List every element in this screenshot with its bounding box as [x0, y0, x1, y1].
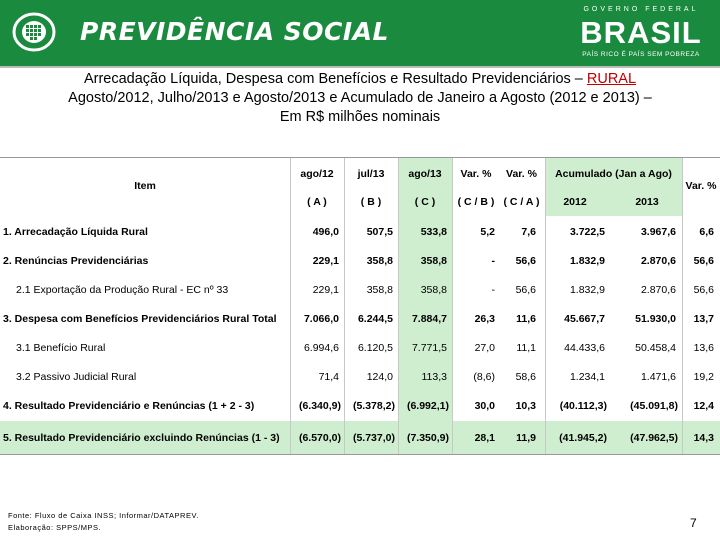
cell-acum-2012: 3.722,5	[569, 226, 605, 238]
cell-jul13: 124,0	[366, 371, 393, 383]
cell-ago12: 496,0	[312, 226, 339, 238]
cell-ago13: 7.771,5	[411, 342, 447, 354]
cell-acum-2012: 44.433,6	[564, 342, 605, 354]
cell-ago13: (7.350,9)	[406, 432, 449, 444]
page-number: 7	[690, 516, 697, 530]
cell-var-ca: 10,3	[515, 400, 536, 412]
cell-var-ca: 11,9	[516, 432, 536, 444]
cell-var-ca: 11,1	[516, 342, 536, 354]
cell-var-cb: 26,3	[474, 313, 495, 325]
brand-title: PREVIDÊNCIA SOCIAL	[80, 17, 389, 46]
previdencia-logo-icon	[12, 12, 56, 52]
header-year-2012: 2012	[563, 196, 587, 208]
cell-acum-2013: (47.962,5)	[630, 432, 678, 444]
cell-var-ca: 56,6	[515, 255, 536, 267]
data-table	[0, 157, 720, 455]
cell-jul13: 6.120,5	[357, 342, 393, 354]
header-sub-ca: ( C / A )	[503, 196, 540, 208]
header-jul13: jul/13	[357, 168, 385, 180]
cell-ago12: (6.340,9)	[298, 400, 341, 412]
cell-acum-2012: (41.945,2)	[559, 432, 607, 444]
cell-ago13: 358,8	[420, 255, 447, 267]
cell-var-ca: 56,6	[515, 284, 536, 296]
cell-jul13: 358,8	[366, 255, 393, 267]
cell-var-ca: 58,6	[515, 371, 536, 383]
cell-acum-2013: 1.471,6	[640, 371, 676, 383]
cell-var-cb: 28,1	[474, 432, 495, 444]
row-label: 5. Resultado Previdenciário excluindo Renúncias (1 - 3)	[3, 432, 280, 444]
cell-var-cb: (8,6)	[473, 371, 495, 383]
cell-var-cb: 30,0	[474, 400, 495, 412]
cell-var-acum: 19,2	[693, 371, 714, 383]
cell-acum-2012: 1.234,1	[569, 371, 605, 383]
header-ago13: ago/13	[408, 168, 442, 180]
header-year-2013: 2013	[635, 196, 659, 208]
cell-acum-2013: 3.967,6	[640, 226, 676, 238]
cell-jul13: (5.378,2)	[352, 400, 395, 412]
governo-federal-logo	[570, 6, 712, 60]
cell-acum-2012: 45.667,7	[564, 313, 605, 325]
row-label: 3.1 Benefício Rural	[16, 342, 106, 354]
footer-notes	[8, 510, 199, 534]
cell-ago13: 358,8	[420, 284, 447, 296]
cell-jul13: 6.244,5	[357, 313, 393, 325]
header-sub-b: ( B )	[360, 196, 382, 208]
gov-brasil-text: BRASIL	[580, 15, 702, 50]
header-ago12: ago/12	[300, 168, 334, 180]
cell-var-acum: 6,6	[699, 226, 714, 238]
row-label: 1. Arrecadação Líquida Rural	[3, 226, 148, 238]
cell-ago13: 533,8	[420, 226, 447, 238]
header-sub-c: ( C )	[414, 196, 436, 208]
footer-source: Fonte: Fluxo de Caixa INSS; Informar/DATAPREV.	[8, 511, 199, 520]
footer-prepared: Elaboração: SPPS/MPS.	[8, 523, 102, 532]
cell-acum-2013: 51.930,0	[635, 313, 676, 325]
cell-ago13: 7.884,7	[411, 313, 447, 325]
cell-var-acum: 56,6	[693, 255, 714, 267]
row-label: 2. Renúncias Previdenciárias	[3, 255, 149, 267]
cell-acum-2013: 2.870,6	[640, 255, 676, 267]
cell-var-acum: 56,6	[693, 284, 714, 296]
title-line3: Em R$ milhões nominais	[279, 109, 441, 125]
cell-var-cb: -	[491, 255, 495, 267]
cell-var-acum: 13,6	[693, 342, 714, 354]
cell-ago12: 229,1	[312, 255, 339, 267]
header-acumulado: Acumulado (Jan a Ago)	[555, 168, 672, 180]
cell-acum-2013: 50.458,4	[635, 342, 676, 354]
cell-var-ca: 7,6	[521, 226, 536, 238]
gov-top-text: GOVERNO FEDERAL	[583, 6, 699, 13]
cell-var-acum: 12,4	[693, 400, 714, 412]
row-label: 4. Resultado Previdenciário e Renúncias (1 + 2 - 3)	[3, 400, 255, 412]
title-line2: Agosto/2012, Julho/2013 e Agosto/2013 e Acumulado de Janeiro a Agosto (2012 e 2013) –	[68, 90, 652, 106]
cell-var-cb: 5,2	[480, 226, 495, 238]
cell-acum-2013: (45.091,8)	[630, 400, 678, 412]
cell-var-acum: 13,7	[693, 313, 714, 325]
header-var-ca: Var. %	[506, 168, 537, 180]
cell-ago12: (6.570,0)	[298, 432, 341, 444]
cell-ago13: 113,3	[421, 371, 447, 383]
cell-var-acum: 14,3	[693, 432, 714, 444]
row-label: 3. Despesa com Benefícios Previdenciários Rural Total	[3, 313, 277, 325]
header-band	[0, 0, 720, 66]
cell-acum-2012: 1.832,9	[569, 255, 605, 267]
title-highlight-rural: RURAL	[586, 71, 637, 87]
header-sub-a: ( A )	[307, 196, 327, 208]
header-item: Item	[134, 180, 156, 192]
cell-acum-2013: 2.870,6	[640, 284, 676, 296]
title-line1-prefix: Arrecadação Líquida, Despesa com Benefícios e Resultado Previdenciários –	[83, 71, 583, 87]
cell-var-cb: -	[491, 284, 495, 296]
slide-title	[4, 70, 716, 127]
cell-jul13: 507,5	[366, 226, 393, 238]
cell-ago12: 6.994,6	[303, 342, 339, 354]
cell-ago12: 7.066,0	[303, 313, 339, 325]
cell-jul13: 358,8	[366, 284, 393, 296]
cell-acum-2012: (40.112,3)	[559, 400, 607, 412]
header-divider	[0, 66, 720, 68]
cell-ago12: 229,1	[312, 284, 339, 296]
cell-var-cb: 27,0	[474, 342, 495, 354]
header-sub-cb: ( C / B )	[457, 196, 495, 208]
row-label: 3.2 Passivo Judicial Rural	[16, 371, 137, 383]
gov-slogan-text: PAÍS RICO É PAÍS SEM POBREZA	[582, 51, 700, 58]
cell-ago12: 71,4	[318, 371, 339, 383]
header-var-acum: Var. %	[685, 180, 717, 192]
row-label: 2.1 Exportação da Produção Rural - EC nº 33	[16, 284, 229, 296]
cell-jul13: (5.737,0)	[352, 432, 395, 444]
cell-ago13: (6.992,1)	[406, 400, 449, 412]
header-var-cb: Var. %	[460, 168, 492, 180]
cell-var-ca: 11,6	[516, 313, 536, 325]
cell-acum-2012: 1.832,9	[569, 284, 605, 296]
